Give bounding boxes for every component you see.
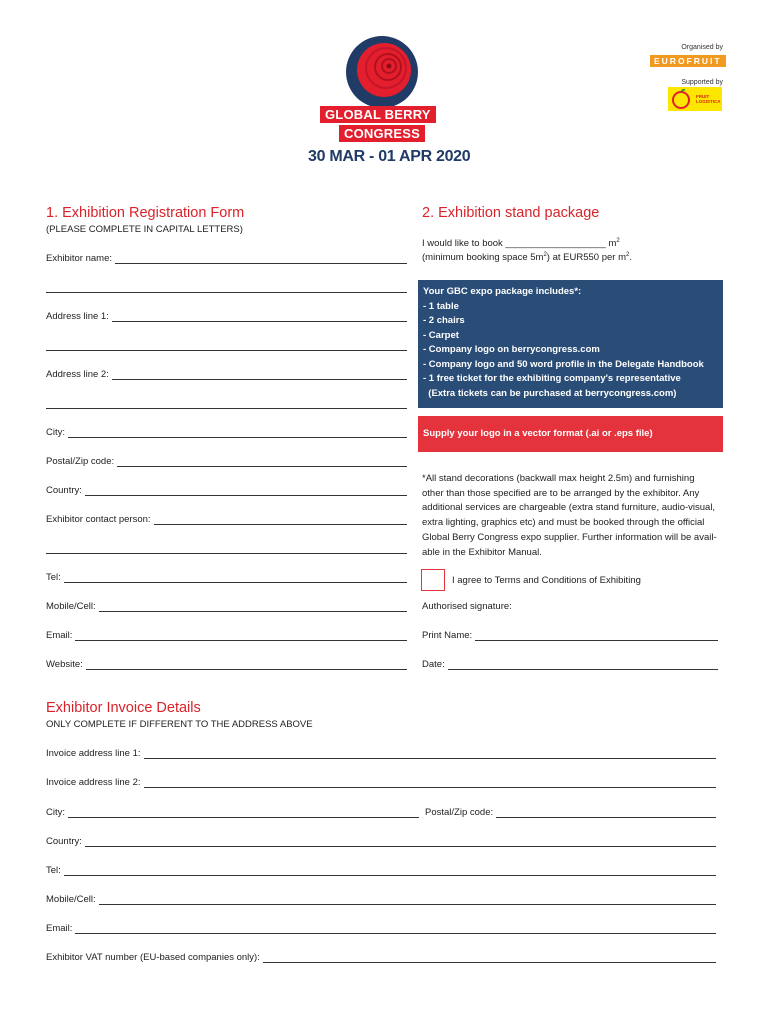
invoice-country-field[interactable] [46, 834, 716, 847]
input-line[interactable] [75, 924, 716, 934]
package-line: (Extra tickets can be purchased at berrycongress.com) [423, 387, 677, 399]
invoice-details-heading: Exhibitor Invoice Details [46, 700, 201, 716]
package-line: - 2 chairs [423, 315, 465, 326]
input-line[interactable] [112, 312, 407, 322]
invoice-postal-label: Postal/Zip code: [425, 807, 494, 818]
signature-field-label: Print Name: [422, 630, 473, 641]
organised-by-label: Organised by [681, 44, 723, 51]
invoice-mobile-field[interactable] [46, 892, 716, 905]
input-line[interactable] [46, 341, 407, 351]
booking-space-text: I would like to book ___________________ m [422, 238, 617, 250]
input-line[interactable] [99, 895, 716, 905]
fruit-logistica-logo [668, 87, 722, 111]
input-line[interactable] [85, 486, 407, 496]
registration-field-12[interactable] [46, 599, 407, 612]
input-line[interactable] [46, 283, 407, 293]
registration-field-10[interactable] [46, 541, 407, 554]
logo-title-line2: CONGRESS [339, 125, 425, 142]
registration-field-5[interactable] [46, 396, 407, 409]
min-booking-sup: 2 [543, 252, 547, 258]
notes-line: other than those specified are to be arranged by the exhibitor. Any [422, 487, 700, 499]
registration-field-label: Website: [46, 659, 83, 670]
registration-field-2[interactable] [46, 309, 407, 322]
signature-field-1[interactable] [422, 628, 718, 641]
invoice-postal-field[interactable] [425, 805, 716, 818]
input-line[interactable] [46, 399, 407, 409]
supported-by-label: Supported by [681, 79, 723, 86]
invoice-mobile-label: Mobile/Cell: [46, 894, 96, 905]
terms-agree-checkbox[interactable] [421, 569, 445, 591]
input-line[interactable] [46, 544, 407, 554]
notes-line: able in the Exhibitor Manual. [422, 546, 542, 558]
input-line[interactable] [64, 866, 716, 876]
input-line[interactable] [86, 660, 407, 670]
registration-field-6[interactable] [46, 425, 407, 438]
input-line[interactable] [99, 602, 407, 612]
package-line: - Carpet [423, 329, 459, 341]
input-line[interactable] [68, 808, 419, 818]
invoice-address2-label: Invoice address line 2: [46, 777, 141, 788]
input-line[interactable] [154, 515, 407, 525]
invoice-country-label: Country: [46, 836, 82, 847]
registration-field-1[interactable] [46, 280, 407, 293]
min-booking-post: . [629, 252, 632, 264]
registration-field-label: Address line 2: [46, 369, 109, 380]
input-line[interactable] [448, 660, 718, 670]
invoice-vat-label: Exhibitor VAT number (EU-based companies only): [46, 952, 260, 963]
signature-field-0[interactable] [422, 599, 718, 612]
invoice-address2-field[interactable] [46, 775, 716, 788]
package-line: - 1 free ticket for the exhibiting company's representative [423, 373, 681, 384]
stand-decoration-notes [422, 472, 722, 560]
input-line[interactable] [144, 749, 716, 759]
registration-field-11[interactable] [46, 570, 407, 583]
notes-line: *All stand decorations (backwall max height 2.5m) and furnishing [422, 473, 695, 484]
input-line[interactable] [117, 457, 407, 467]
registration-field-label: Address line 1: [46, 311, 109, 322]
input-line[interactable] [64, 573, 407, 583]
logo-title-line1: GLOBAL BERRY [320, 106, 436, 123]
package-includes-box [418, 280, 723, 408]
signature-field-label: Date: [422, 659, 445, 670]
registration-field-label: Exhibitor contact person: [46, 514, 151, 525]
invoice-tel-field[interactable] [46, 863, 716, 876]
registration-form-heading: 1. Exhibition Registration Form [46, 205, 245, 221]
input-line[interactable] [112, 370, 407, 380]
registration-field-label: City: [46, 427, 65, 438]
notes-line: additional services are chargeable (extra stand furniture, audio-visual, [422, 502, 716, 514]
input-line[interactable] [496, 808, 716, 818]
registration-field-7[interactable] [46, 454, 407, 467]
registration-field-4[interactable] [46, 367, 407, 380]
registration-field-label: Tel: [46, 572, 61, 583]
registration-field-label: Mobile/Cell: [46, 601, 96, 612]
registration-field-label: Postal/Zip code: [46, 456, 115, 467]
registration-field-13[interactable] [46, 628, 407, 641]
invoice-address1-field[interactable] [46, 746, 716, 759]
invoice-vat-field[interactable] [46, 950, 716, 963]
input-line[interactable] [68, 428, 407, 438]
registration-field-8[interactable] [46, 483, 407, 496]
package-line: - Company logo on berrycongress.com [423, 344, 600, 355]
package-line: Your GBC expo package includes*: [423, 286, 582, 297]
package-line: - Company logo and 50 word profile in the Delegate Handbook [423, 358, 704, 370]
registration-field-3[interactable] [46, 338, 407, 351]
capital-letters-note: (PLEASE COMPLETE IN CAPITAL LETTERS) [46, 224, 243, 235]
invoice-city-label: City: [46, 807, 65, 818]
global-berry-congress-logo [346, 36, 418, 108]
fruit-logistica-text: FRUIT LOGISTICA [696, 94, 721, 104]
invoice-city-field[interactable] [46, 805, 419, 818]
min-booking-pre: (minimum booking space 5m [422, 252, 544, 264]
eurofruit-logo: EUROFRUIT [650, 55, 726, 67]
input-line[interactable] [75, 631, 407, 641]
registration-field-14[interactable] [46, 657, 407, 670]
notes-line: extra lighting, graphics etc) and must be booked through the official [422, 517, 705, 529]
registration-field-label: Email: [46, 630, 73, 641]
terms-agree-label: I agree to Terms and Conditions of Exhibiting [452, 575, 641, 586]
invoice-email-field[interactable] [46, 921, 716, 934]
input-line[interactable] [85, 837, 716, 847]
invoice-different-note: ONLY COMPLETE IF DIFFERENT TO THE ADDRESS ABOVE [46, 719, 313, 730]
registration-field-0[interactable] [46, 251, 407, 264]
minimum-booking-note [422, 252, 632, 263]
invoice-email-label: Email: [46, 923, 73, 934]
event-dates: 30 MAR - 01 APR 2020 [308, 148, 471, 165]
notes-line: Global Berry Congress expo supplier. Further information will be avail- [422, 531, 717, 543]
invoice-tel-label: Tel: [46, 865, 61, 876]
booking-space-field[interactable] [422, 238, 620, 249]
booking-space-unit-sup: 2 [616, 238, 620, 244]
logo-format-note: Supply your logo in a vector format (.ai or .eps file) [418, 416, 723, 452]
input-line[interactable] [144, 778, 716, 788]
invoice-address1-label: Invoice address line 1: [46, 748, 141, 759]
registration-field-9[interactable] [46, 512, 407, 525]
registration-field-label: Exhibitor name: [46, 253, 113, 264]
input-line[interactable] [475, 631, 718, 641]
min-booking-mid: ) at EUR550 per m [546, 252, 626, 264]
fruit-logistica-apple-icon [670, 89, 692, 109]
package-line: - 1 table [423, 300, 459, 312]
registration-field-label: Country: [46, 485, 82, 496]
min-booking-sup2: 2 [625, 252, 630, 258]
input-line[interactable] [115, 254, 407, 264]
input-line[interactable] [263, 953, 716, 963]
signature-field-2[interactable] [422, 657, 718, 670]
signature-field-label: Authorised signature: [422, 601, 512, 612]
stand-package-heading: 2. Exhibition stand package [422, 205, 600, 221]
